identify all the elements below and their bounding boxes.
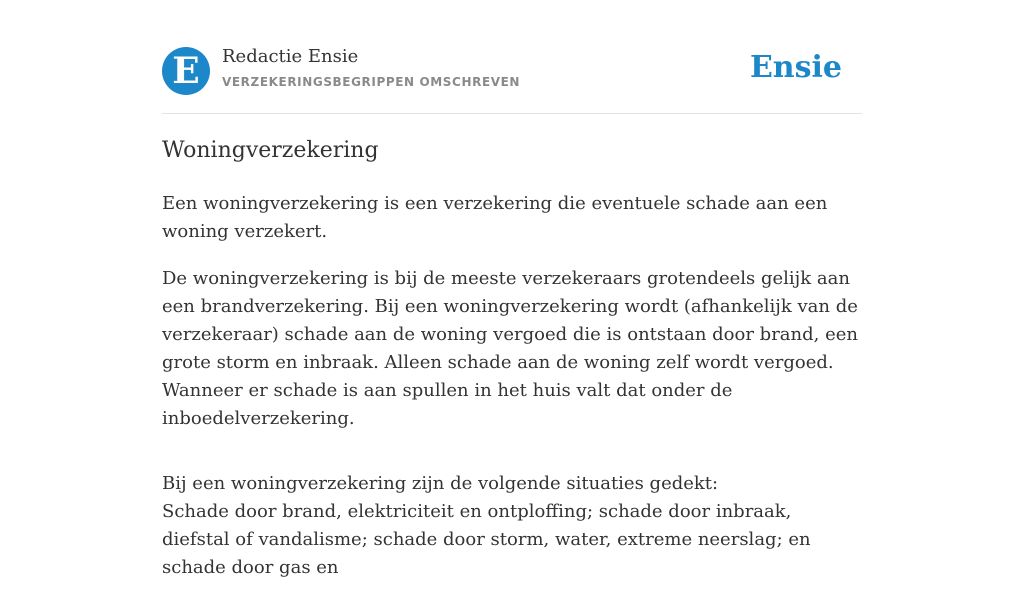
main-paragraph: De woningverzekering is bij de meeste verzekeraars grotendeels gelijk aan een brandverzekering. Bij een woningverzekering wordt (afhankelijk van de verzekeraar) schade aan de woning vergoed die is ontstaan door brand, een grote storm en inbraak. Alleen schade aan de woning zelf wordt vergoed. Wanneer er schade is aan spullen in het huis valt dat onder de inboedelverzekering. <box>162 268 858 429</box>
covered-heading: Bij een woningverzekering zijn de volgende situaties gedekt: <box>162 473 719 494</box>
ensie-logo[interactable]: Ensie <box>749 50 842 85</box>
article-page <box>162 0 862 578</box>
author-name[interactable]: Redactie Ensie <box>222 46 359 67</box>
page-title: Woningverzekering <box>162 138 379 163</box>
author-subtitle: VERZEKERINGSBEGRIPPEN OMSCHREVEN <box>222 75 521 89</box>
covered-section <box>162 470 862 582</box>
article-header <box>162 0 862 114</box>
article-body <box>162 190 862 601</box>
covered-text: Schade door brand, elektriciteit en ontploffing; schade door inbraak, diefstal of vandalisme; schade door storm, water, extreme neerslag; en schade door gas en <box>162 501 811 578</box>
author-avatar[interactable]: E <box>162 47 210 95</box>
intro-paragraph: Een woningverzekering is een verzekering die eventuele schade aan een woning verzekert. <box>162 193 828 242</box>
